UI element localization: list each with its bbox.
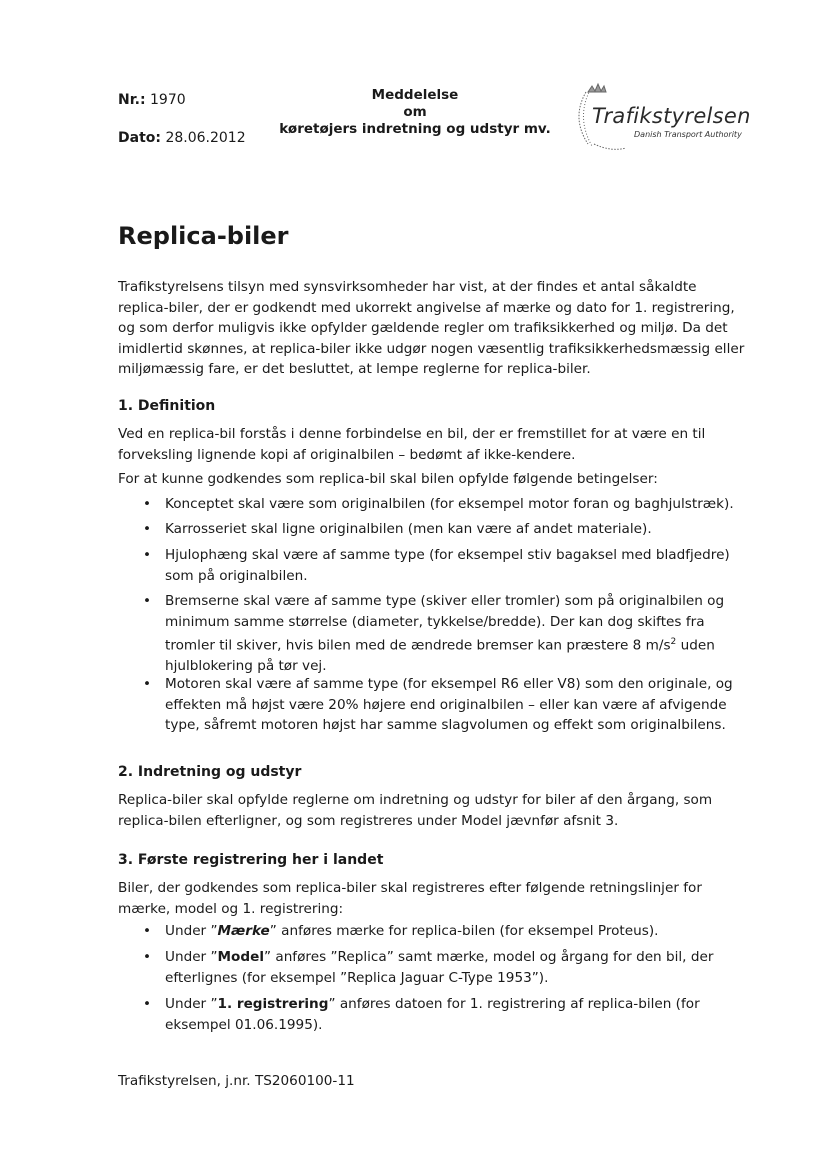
logo-name: Trafikstyrelsen (592, 104, 751, 128)
doc-date-value: 28.06.2012 (165, 130, 246, 146)
intro-paragraph: Trafikstyrelsens tilsyn med synsvirksomheder har vist, at der findes et antal såkaldte replica-biler, der er godkendt med ukorrekt angivelse af mærke og dato for 1. registrering, og som derfor muligvis ikke opfylder gældende regler om trafiksikkerhed og miljø. Da det imidlertid skønnes, at replica-biler ikke udgør nogen væsentlig trafiksikkerhedsmæssig eller miljømæssig fare, er det besluttet, at lempe reglerne for replica-biler. (118, 279, 745, 377)
list-item (143, 947, 748, 988)
header-title-line1: Meddelelse (371, 87, 459, 103)
footer-reference: Trafikstyrelsen, j.nr. TS2060100-11 (118, 1073, 355, 1089)
header-title-line2: om (403, 104, 427, 120)
bullet-icon: • (143, 949, 152, 965)
list-item (143, 921, 748, 942)
bullet-icon: • (143, 923, 152, 939)
list-item (143, 994, 748, 1035)
section3-bullet1-pre: Under ” (165, 923, 218, 939)
bullet-icon: • (143, 593, 152, 609)
header-title (270, 87, 560, 138)
section3-heading: 3. Første registrering her i landet (118, 852, 384, 868)
section3-bullet2-pre: Under ” (165, 949, 218, 965)
section3-bullet2 (165, 947, 748, 988)
doc-number (118, 92, 186, 108)
list-item (143, 591, 748, 677)
section2-paragraph1: Replica-biler skal opfylde reglerne om indretning og udstyr for biler af den årgang, som replica-bilen efterligner, og som registreres under Model jævnfør afsnit 3. (118, 792, 713, 829)
bullet-icon: • (143, 676, 152, 692)
section1-bullet4-end: uden hjulblokering på tør vej. (165, 637, 715, 675)
doc-date-label: Dato: (118, 130, 161, 146)
section3-bullet1-key: Mærke (217, 923, 270, 939)
trafikstyrelsen-logo (566, 78, 766, 158)
document-title: Replica-biler (118, 222, 289, 250)
section3-paragraph1: Biler, der godkendes som replica-biler skal registreres efter følgende retningslinjer for mærke, model og 1. registrering: (118, 880, 702, 917)
section3-bullet2-post: ” anføres ”Replica” samt mærke, model og årgang for den bil, der efterlignes (for eksempel ”Replica Jaguar C-Type 1953”). (165, 949, 714, 986)
section2-heading: 2. Indretning og udstyr (118, 764, 302, 780)
section3-bullet3 (165, 994, 748, 1035)
section1-bullet4 (165, 591, 748, 677)
list-item (143, 674, 748, 736)
section1-bullet3: Hjulophæng skal være af samme type (for eksempel stiv bagaksel med bladfjedre) som på originalbilen. (165, 547, 730, 584)
header-title-line3: køretøjers indretning og udstyr mv. (279, 121, 551, 137)
section3-bullet3-pre: Under ” (165, 996, 218, 1012)
section3-bullet3-post: ” anføres datoen for 1. registrering af replica-bilen (for eksempel 01.06.1995). (165, 996, 700, 1033)
section1-paragraph1: Ved en replica-bil forstås i denne forbindelse en bil, der er fremstillet for at være en til forveksling lignende kopi af originalbilen – bedømt af ikke-kendere. (118, 426, 706, 463)
section1-bullet1: Konceptet skal være som originalbilen (for eksempel motor foran og baghjulstræk). (165, 496, 734, 512)
section1-bullet5: Motoren skal være af samme type (for eksempel R6 eller V8) som den originale, og effekten må højst være 20% højere end originalbilen – eller kan være af afvigende type, såfremt motoren højst har samme slagvolumen og effekt som originalbilens. (165, 676, 733, 733)
list-item (143, 519, 748, 540)
section3-bullet3-key: 1. registrering (217, 996, 329, 1012)
section1-bullet2: Karrosseriet skal ligne originalbilen (men kan være af andet materiale). (165, 521, 652, 537)
section3-bullet1-post: ” anføres mærke for replica-bilen (for eksempel Proteus). (269, 923, 659, 939)
doc-number-value: 1970 (150, 92, 186, 108)
section1-bullet4-text: Bremserne skal være af samme type (skiver eller tromler) som på originalbilen og minimum samme størrelse (diameter, tykkelse/bredde). Der kan dog skiftes fra tromler til skiver, hvis bilen med de ændrede bremser kan præstere 8 m/s (165, 593, 725, 654)
logo-subtitle: Danish Transport Authority (634, 130, 742, 139)
section3-bullet2-key: Model (217, 949, 264, 965)
list-item (143, 545, 748, 586)
bullet-icon: • (143, 547, 152, 563)
doc-date (118, 130, 246, 146)
section1-paragraph2: For at kunne godkendes som replica-bil skal bilen opfylde følgende betingelser: (118, 471, 658, 487)
section3-bullet1 (165, 921, 748, 942)
bullet-icon: • (143, 496, 152, 512)
list-item (143, 494, 748, 515)
section1-heading: 1. Definition (118, 398, 216, 414)
section1-bullet4-superscript: 2 (670, 637, 677, 647)
bullet-icon: • (143, 521, 152, 537)
doc-number-label: Nr.: (118, 92, 146, 108)
bullet-icon: • (143, 996, 152, 1012)
